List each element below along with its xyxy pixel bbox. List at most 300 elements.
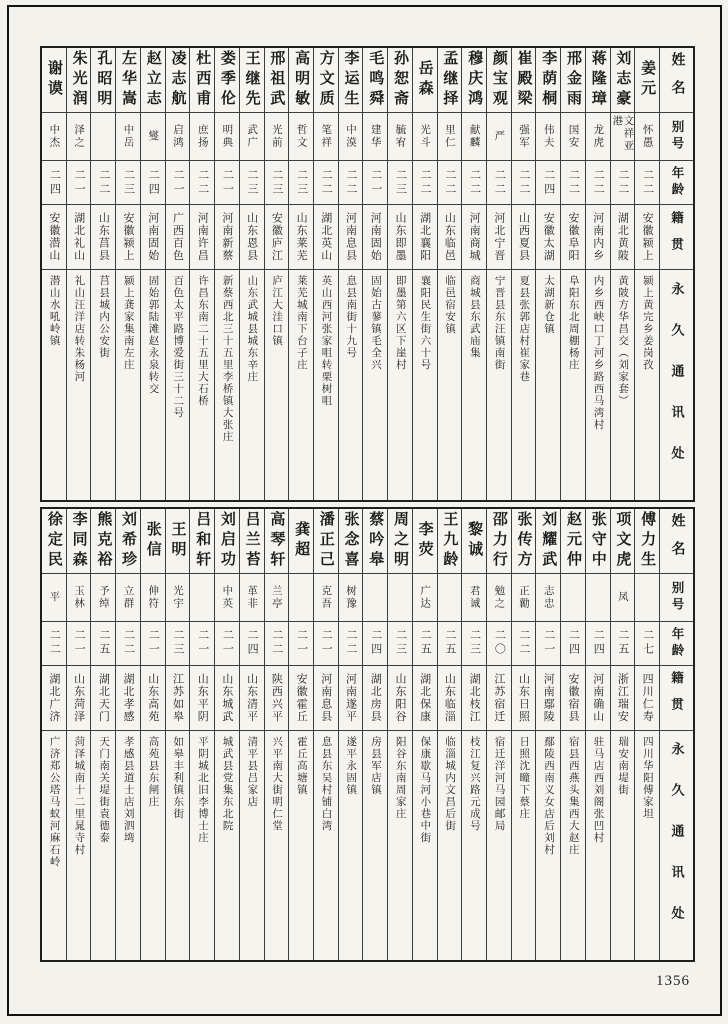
entry-origin: 山东高苑 — [146, 672, 159, 723]
entry-byname-cell — [536, 574, 560, 622]
entry-name: 吕兰苔 — [243, 510, 260, 571]
entry-age: 二三 — [246, 168, 259, 197]
entry-address-cell — [363, 270, 387, 500]
entry-age: 二四 — [592, 629, 605, 657]
entry-byname: 庶扬 — [196, 124, 208, 149]
entry-name-cell — [536, 48, 560, 113]
entry-address-cell — [265, 731, 289, 961]
entry-address: 兴平南大街明仁堂 — [271, 735, 283, 832]
entry-name: 孙恕斋 — [391, 50, 408, 110]
entry-origin: 四川仁寿 — [641, 672, 654, 723]
directory-entry-column — [412, 48, 437, 500]
entry-origin: 湖北天门 — [97, 672, 110, 723]
entry-byname: 光宇 — [171, 584, 183, 610]
entry-age-cell — [190, 622, 214, 666]
entry-origin-cell — [116, 205, 140, 270]
entry-address-cell — [512, 270, 536, 500]
entry-origin-cell — [339, 205, 363, 270]
entry-origin-cell — [141, 666, 165, 731]
entry-byname-cell — [462, 113, 486, 161]
entry-address: 高苑县东闸庄 — [147, 735, 159, 808]
entry-age: 二一 — [221, 168, 234, 197]
entry-age: 二二 — [270, 629, 283, 657]
entry-address: 霍丘高塘镇 — [295, 735, 307, 796]
entry-byname-cell — [586, 574, 610, 622]
directory-entry-column — [387, 48, 412, 500]
entry-age-cell — [561, 622, 585, 666]
entry-age: 二三 — [468, 629, 481, 657]
entry-address: 保康歇马河小巷中街 — [419, 735, 431, 844]
entry-name-cell — [91, 509, 115, 574]
directory-entry-column — [535, 48, 560, 500]
entry-name: 李运生 — [342, 50, 359, 110]
entry-name-cell — [561, 509, 585, 574]
entry-byname-cell — [487, 113, 511, 161]
entry-name-cell — [215, 509, 239, 574]
directory-entry-column — [362, 509, 387, 961]
entry-origin: 河南固始 — [146, 212, 159, 262]
entry-age-cell — [586, 622, 610, 666]
entry-name: 颜宝观 — [490, 50, 507, 110]
entry-byname-cell — [388, 574, 412, 622]
entry-origin-cell — [487, 666, 511, 731]
entry-address-cell — [413, 270, 437, 500]
entry-address: 颍上黄完乡姜岗孜 — [641, 275, 653, 371]
entry-age: 二二 — [419, 168, 432, 197]
entry-age: 二四 — [48, 168, 61, 197]
entry-age: 二二 — [641, 168, 654, 197]
entry-name-cell — [512, 48, 536, 113]
entry-age: 二二 — [97, 168, 110, 197]
entry-address: 阜阳东北周棚杨庄 — [567, 275, 579, 371]
entry-byname: 克吾 — [320, 584, 332, 610]
entry-origin: 山东清平 — [245, 672, 258, 723]
entry-byname: 启鸿 — [171, 124, 183, 149]
entry-name: 岳森 — [416, 60, 433, 100]
entry-address: 房县军店镇 — [369, 735, 381, 796]
entry-age-cell — [289, 161, 313, 205]
entry-byname: 广达 — [419, 584, 431, 610]
entry-address: 天门南关堤街袁德泰 — [98, 735, 110, 844]
entry-address-cell — [438, 731, 462, 961]
entry-age-cell — [536, 161, 560, 205]
directory-entry-column — [90, 509, 115, 961]
entry-name-cell — [166, 509, 190, 574]
entry-age-cell — [512, 622, 536, 666]
entry-address-cell — [487, 270, 511, 500]
entry-byname: 君诚 — [468, 584, 480, 610]
entry-name-cell — [42, 509, 66, 574]
entry-byname: 正勷 — [518, 584, 530, 610]
entry-byname-cell — [240, 574, 264, 622]
entry-origin: 安徽宿县 — [566, 672, 579, 723]
entry-age: 二二 — [616, 168, 629, 197]
directory-entry-column — [634, 48, 659, 500]
entry-address: 襄阳民生街六十号 — [419, 275, 431, 371]
entry-name-cell — [462, 48, 486, 113]
entry-age: 二四 — [567, 629, 580, 657]
entry-name: 蒋隆璋 — [589, 50, 606, 110]
entry-address: 潜山水吼岭镇 — [48, 275, 60, 347]
entry-name-cell — [487, 48, 511, 113]
entry-age: 二一 — [542, 629, 555, 657]
entry-byname-cell — [91, 574, 115, 622]
entry-byname-cell — [116, 574, 140, 622]
entry-address-cell — [116, 731, 140, 961]
entry-origin-cell — [91, 205, 115, 270]
header-age-label: 年龄 — [670, 626, 684, 660]
entry-age: 二一 — [196, 629, 209, 657]
entry-address: 宁晋县东汪镇南街 — [493, 275, 505, 371]
entry-name: 姜元 — [639, 60, 656, 100]
entry-name: 凌志航 — [169, 50, 186, 110]
entry-byname: 伟夫 — [542, 124, 554, 149]
entry-origin-cell — [438, 205, 462, 270]
directory-entry-column — [115, 509, 140, 961]
entry-age-cell — [91, 161, 115, 205]
entry-address-cell — [413, 731, 437, 961]
entry-origin-cell — [438, 666, 462, 731]
entry-address-cell — [67, 731, 91, 961]
entry-age: 二二 — [48, 629, 61, 657]
entry-name-cell — [116, 509, 140, 574]
entry-address-cell — [190, 731, 214, 961]
entry-byname: 文祥亚港 — [611, 115, 634, 153]
entry-origin: 江苏如皋 — [171, 672, 184, 723]
entry-age: 二三 — [270, 168, 283, 197]
entry-origin: 山东阳谷 — [393, 672, 406, 723]
entry-address: 鄢陵西南义女店后刘村 — [543, 735, 555, 856]
entry-byname: 志忠 — [542, 584, 554, 610]
entry-origin: 湖北黄陂 — [616, 212, 629, 262]
entry-name: 龚超 — [293, 520, 310, 561]
entry-age: 二三 — [394, 168, 407, 197]
entry-age-cell — [265, 161, 289, 205]
directory-entry-column — [585, 509, 610, 961]
directory-entry-column — [42, 509, 66, 961]
entry-age: 二三 — [171, 629, 184, 657]
entry-origin-cell — [339, 666, 363, 731]
entry-age-cell — [141, 161, 165, 205]
entry-name-cell — [413, 48, 437, 113]
directory-entry-column — [634, 509, 659, 961]
directory-entry-column — [461, 48, 486, 500]
entry-address: 遂平永固镇 — [345, 735, 357, 796]
entry-age-cell — [438, 622, 462, 666]
entry-age-cell — [388, 622, 412, 666]
directory-entry-column — [288, 48, 313, 500]
entry-age-cell — [635, 161, 659, 205]
entry-origin-cell — [561, 666, 585, 731]
entry-origin-cell — [314, 666, 338, 731]
entry-origin-cell — [166, 666, 190, 731]
entry-byname-cell — [339, 113, 363, 161]
entry-byname-cell — [635, 113, 659, 161]
entry-origin-cell — [611, 205, 635, 270]
header-name-label: 姓名 — [669, 52, 685, 108]
entry-name-cell — [240, 509, 264, 574]
header-byname-cell — [660, 574, 693, 622]
entry-age-cell — [339, 622, 363, 666]
entry-address: 广济郑公塔马蚁河麻石岭 — [48, 735, 60, 868]
entry-age-cell — [413, 161, 437, 205]
entry-origin: 山东临淄 — [443, 672, 456, 723]
entry-address-cell — [635, 731, 659, 961]
entry-byname-cell — [363, 113, 387, 161]
entry-address: 息县南街十九号 — [345, 275, 357, 359]
entry-name-cell — [586, 509, 610, 574]
entry-byname: 革非 — [246, 584, 258, 610]
entry-origin: 河南许昌 — [196, 212, 209, 262]
directory-entry-column — [140, 509, 165, 961]
entry-age: 二三 — [394, 629, 407, 657]
entry-name-cell — [635, 48, 659, 113]
entry-address-cell — [215, 270, 239, 500]
entry-name: 左华嵩 — [120, 50, 137, 110]
header-origin-cell — [660, 205, 693, 270]
header-origin-label: 籍贯 — [669, 210, 684, 264]
entry-address: 阳谷东南周家庄 — [394, 735, 406, 820]
entry-byname: 光斗 — [419, 124, 431, 149]
entry-origin: 湖北襄阳 — [418, 212, 431, 262]
entry-address: 夏县张郭店村崔家巷 — [518, 275, 530, 383]
directory-entry-column — [264, 48, 289, 500]
entry-origin: 山东临邑 — [443, 212, 456, 262]
entry-address: 固始郭陆滩赵永泉转交 — [147, 275, 159, 395]
entry-byname-cell — [512, 574, 536, 622]
entry-age-cell — [487, 622, 511, 666]
entry-address-cell — [190, 270, 214, 500]
entry-origin: 山东日照 — [517, 672, 530, 723]
entry-origin-cell — [166, 205, 190, 270]
entry-name-cell — [611, 509, 635, 574]
entry-origin: 安徽庐江 — [270, 212, 283, 262]
entry-address: 日照沈疃下蔡庄 — [518, 735, 530, 820]
entry-origin-cell — [512, 666, 536, 731]
entry-byname: 毓宥 — [394, 124, 406, 149]
entry-age-cell — [314, 622, 338, 666]
entry-origin-cell — [586, 666, 610, 731]
entry-address-cell — [42, 270, 66, 500]
entry-byname-cell — [462, 574, 486, 622]
entry-byname-cell — [413, 574, 437, 622]
entry-byname-cell — [487, 574, 511, 622]
entry-name: 朱光润 — [70, 50, 87, 110]
entry-origin-cell — [42, 666, 66, 731]
entry-byname: 立群 — [122, 584, 134, 610]
entry-age: 二三 — [295, 168, 308, 197]
entry-name-cell — [438, 509, 462, 574]
entry-age: 二一 — [295, 629, 308, 657]
entry-origin-cell — [67, 666, 91, 731]
entry-age: 二四 — [246, 629, 259, 657]
entry-byname-cell — [141, 113, 165, 161]
entry-name-cell — [339, 509, 363, 574]
entry-byname-cell — [67, 574, 91, 622]
entry-name-cell — [388, 509, 412, 574]
entry-name: 孟继择 — [441, 50, 458, 110]
entry-byname-cell — [42, 113, 66, 161]
directory-entry-column — [189, 509, 214, 961]
entry-age: 二一 — [171, 168, 184, 197]
directory-entry-column — [610, 48, 635, 500]
entry-address: 英山西河张家咀转栗树咀 — [320, 275, 332, 407]
entry-age: 二一 — [369, 168, 382, 197]
entry-age: 二二 — [592, 168, 605, 197]
entry-origin-cell — [141, 205, 165, 270]
directory-entry-column — [387, 509, 412, 961]
directory-entry-column — [239, 509, 264, 961]
entry-name-cell — [413, 509, 437, 574]
entry-name: 潘正己 — [317, 510, 334, 571]
page-number: 1356 — [656, 973, 690, 989]
entry-address-cell — [487, 731, 511, 961]
entry-age: 二二 — [567, 168, 580, 197]
entry-address: 如皋丰利镇东街 — [172, 735, 184, 820]
entry-name: 傅力生 — [639, 510, 656, 571]
directory-entry-column — [511, 48, 536, 500]
entry-origin-cell — [215, 666, 239, 731]
entry-age: 二二 — [493, 168, 506, 197]
entry-age: 二二 — [320, 168, 333, 197]
entry-age: 二一 — [147, 629, 160, 657]
directory-entry-column — [511, 509, 536, 961]
entry-age-cell — [339, 161, 363, 205]
entry-address-cell — [116, 270, 140, 500]
entry-name-cell — [289, 509, 313, 574]
entry-name-cell — [635, 509, 659, 574]
entry-address-cell — [91, 731, 115, 961]
entry-name-cell — [487, 509, 511, 574]
entry-age: 二二 — [196, 168, 209, 197]
entry-address: 新蔡西北三十五里李桥镇大张庄 — [221, 275, 233, 443]
entry-name: 赵元仲 — [564, 510, 581, 571]
entry-age: 二一 — [221, 629, 234, 657]
entry-name-cell — [339, 48, 363, 113]
entry-address: 即墨第六区下崖村 — [394, 275, 406, 371]
entry-age: 二七 — [641, 629, 654, 657]
entry-name-cell — [265, 48, 289, 113]
entry-byname-cell — [190, 113, 214, 161]
entry-byname: 光前 — [270, 124, 282, 149]
entry-name: 方文质 — [317, 50, 334, 110]
entry-name-cell — [166, 48, 190, 113]
entry-origin: 湖北房县 — [369, 672, 382, 723]
directory-entry-column — [437, 509, 462, 961]
entry-name: 邢金雨 — [564, 50, 581, 110]
entry-origin-cell — [289, 205, 313, 270]
entry-age-cell — [536, 622, 560, 666]
entry-age: 二〇 — [493, 629, 506, 657]
directory-entry-column — [214, 48, 239, 500]
entry-byname: 笔祥 — [320, 124, 332, 149]
entry-origin-cell — [42, 205, 66, 270]
entry-address-cell — [339, 731, 363, 961]
directory-entry-column — [66, 48, 91, 500]
entry-name-cell — [586, 48, 610, 113]
entry-origin: 河南遂平 — [344, 672, 357, 723]
entry-address: 百色太平路博爱街三十二号 — [172, 275, 184, 419]
entry-age-cell — [42, 161, 66, 205]
entry-name-cell — [314, 509, 338, 574]
entry-byname-cell — [240, 113, 264, 161]
entry-name: 徐定民 — [45, 510, 62, 571]
entry-byname: 泽之 — [73, 124, 85, 149]
entry-name: 娄季伦 — [218, 50, 235, 110]
entry-name-cell — [215, 48, 239, 113]
entry-origin: 山东莱芜 — [295, 212, 308, 262]
entry-age-cell — [190, 161, 214, 205]
entry-name: 项文虎 — [614, 510, 631, 571]
entry-origin: 山东莒县 — [97, 212, 110, 262]
entry-origin-cell — [413, 666, 437, 731]
entry-age-cell — [363, 161, 387, 205]
entry-byname: 建华 — [369, 124, 381, 149]
entry-address-cell — [611, 731, 635, 961]
entry-age-cell — [487, 161, 511, 205]
entry-byname-cell — [166, 574, 190, 622]
entry-origin: 湖北礼山 — [72, 212, 85, 262]
entry-address-cell — [363, 731, 387, 961]
entry-address: 临淄城内文昌后街 — [444, 735, 456, 832]
entry-name-cell — [190, 48, 214, 113]
entry-address: 枝江复兴路元成号 — [468, 735, 480, 832]
entry-name: 蔡吟皋 — [367, 510, 384, 571]
entry-age-cell — [166, 161, 190, 205]
directory-entry-column — [115, 48, 140, 500]
entry-byname-cell — [363, 574, 387, 622]
entry-byname: 树豫 — [345, 584, 357, 610]
entry-origin-cell — [536, 205, 560, 270]
entry-address-cell — [536, 731, 560, 961]
header-origin-cell — [660, 666, 693, 731]
entry-origin: 河南鄢陵 — [542, 672, 555, 723]
entry-name-cell — [512, 509, 536, 574]
entry-address-cell — [339, 270, 363, 500]
entry-origin-cell — [388, 666, 412, 731]
entry-name: 张念喜 — [342, 510, 359, 571]
entry-age-cell — [388, 161, 412, 205]
entry-origin: 安徽颍上 — [122, 212, 135, 262]
directory-entry-column — [412, 509, 437, 961]
entry-address-cell — [91, 270, 115, 500]
entry-address: 清平县吕家店 — [246, 735, 258, 808]
entry-age: 二四 — [147, 168, 160, 197]
entry-age-cell — [438, 161, 462, 205]
entry-address: 山东武城县城东辛庄 — [246, 275, 258, 383]
entry-name: 熊克裕 — [95, 510, 112, 571]
directory-entry-column — [437, 48, 462, 500]
entry-age-cell — [561, 161, 585, 205]
entry-byname: 予绰 — [97, 584, 109, 610]
entry-name: 穆庆鸿 — [466, 50, 483, 110]
entry-name-cell — [141, 48, 165, 113]
entry-age-cell — [116, 161, 140, 205]
entry-origin: 山西夏县 — [517, 212, 530, 262]
entry-name: 吕和轩 — [194, 510, 211, 571]
entry-byname-cell — [215, 113, 239, 161]
entry-address: 莒县城内公安街 — [98, 275, 110, 359]
directory-entry-column — [338, 48, 363, 500]
entry-byname: 国安 — [567, 124, 579, 149]
entry-address-cell — [462, 270, 486, 500]
entry-byname: 武广 — [246, 124, 258, 149]
entry-address-cell — [240, 731, 264, 961]
entry-byname-cell — [289, 113, 313, 161]
entry-byname: 哲文 — [295, 124, 307, 149]
entry-byname: 中英 — [221, 584, 233, 610]
directory-entry-column — [189, 48, 214, 500]
